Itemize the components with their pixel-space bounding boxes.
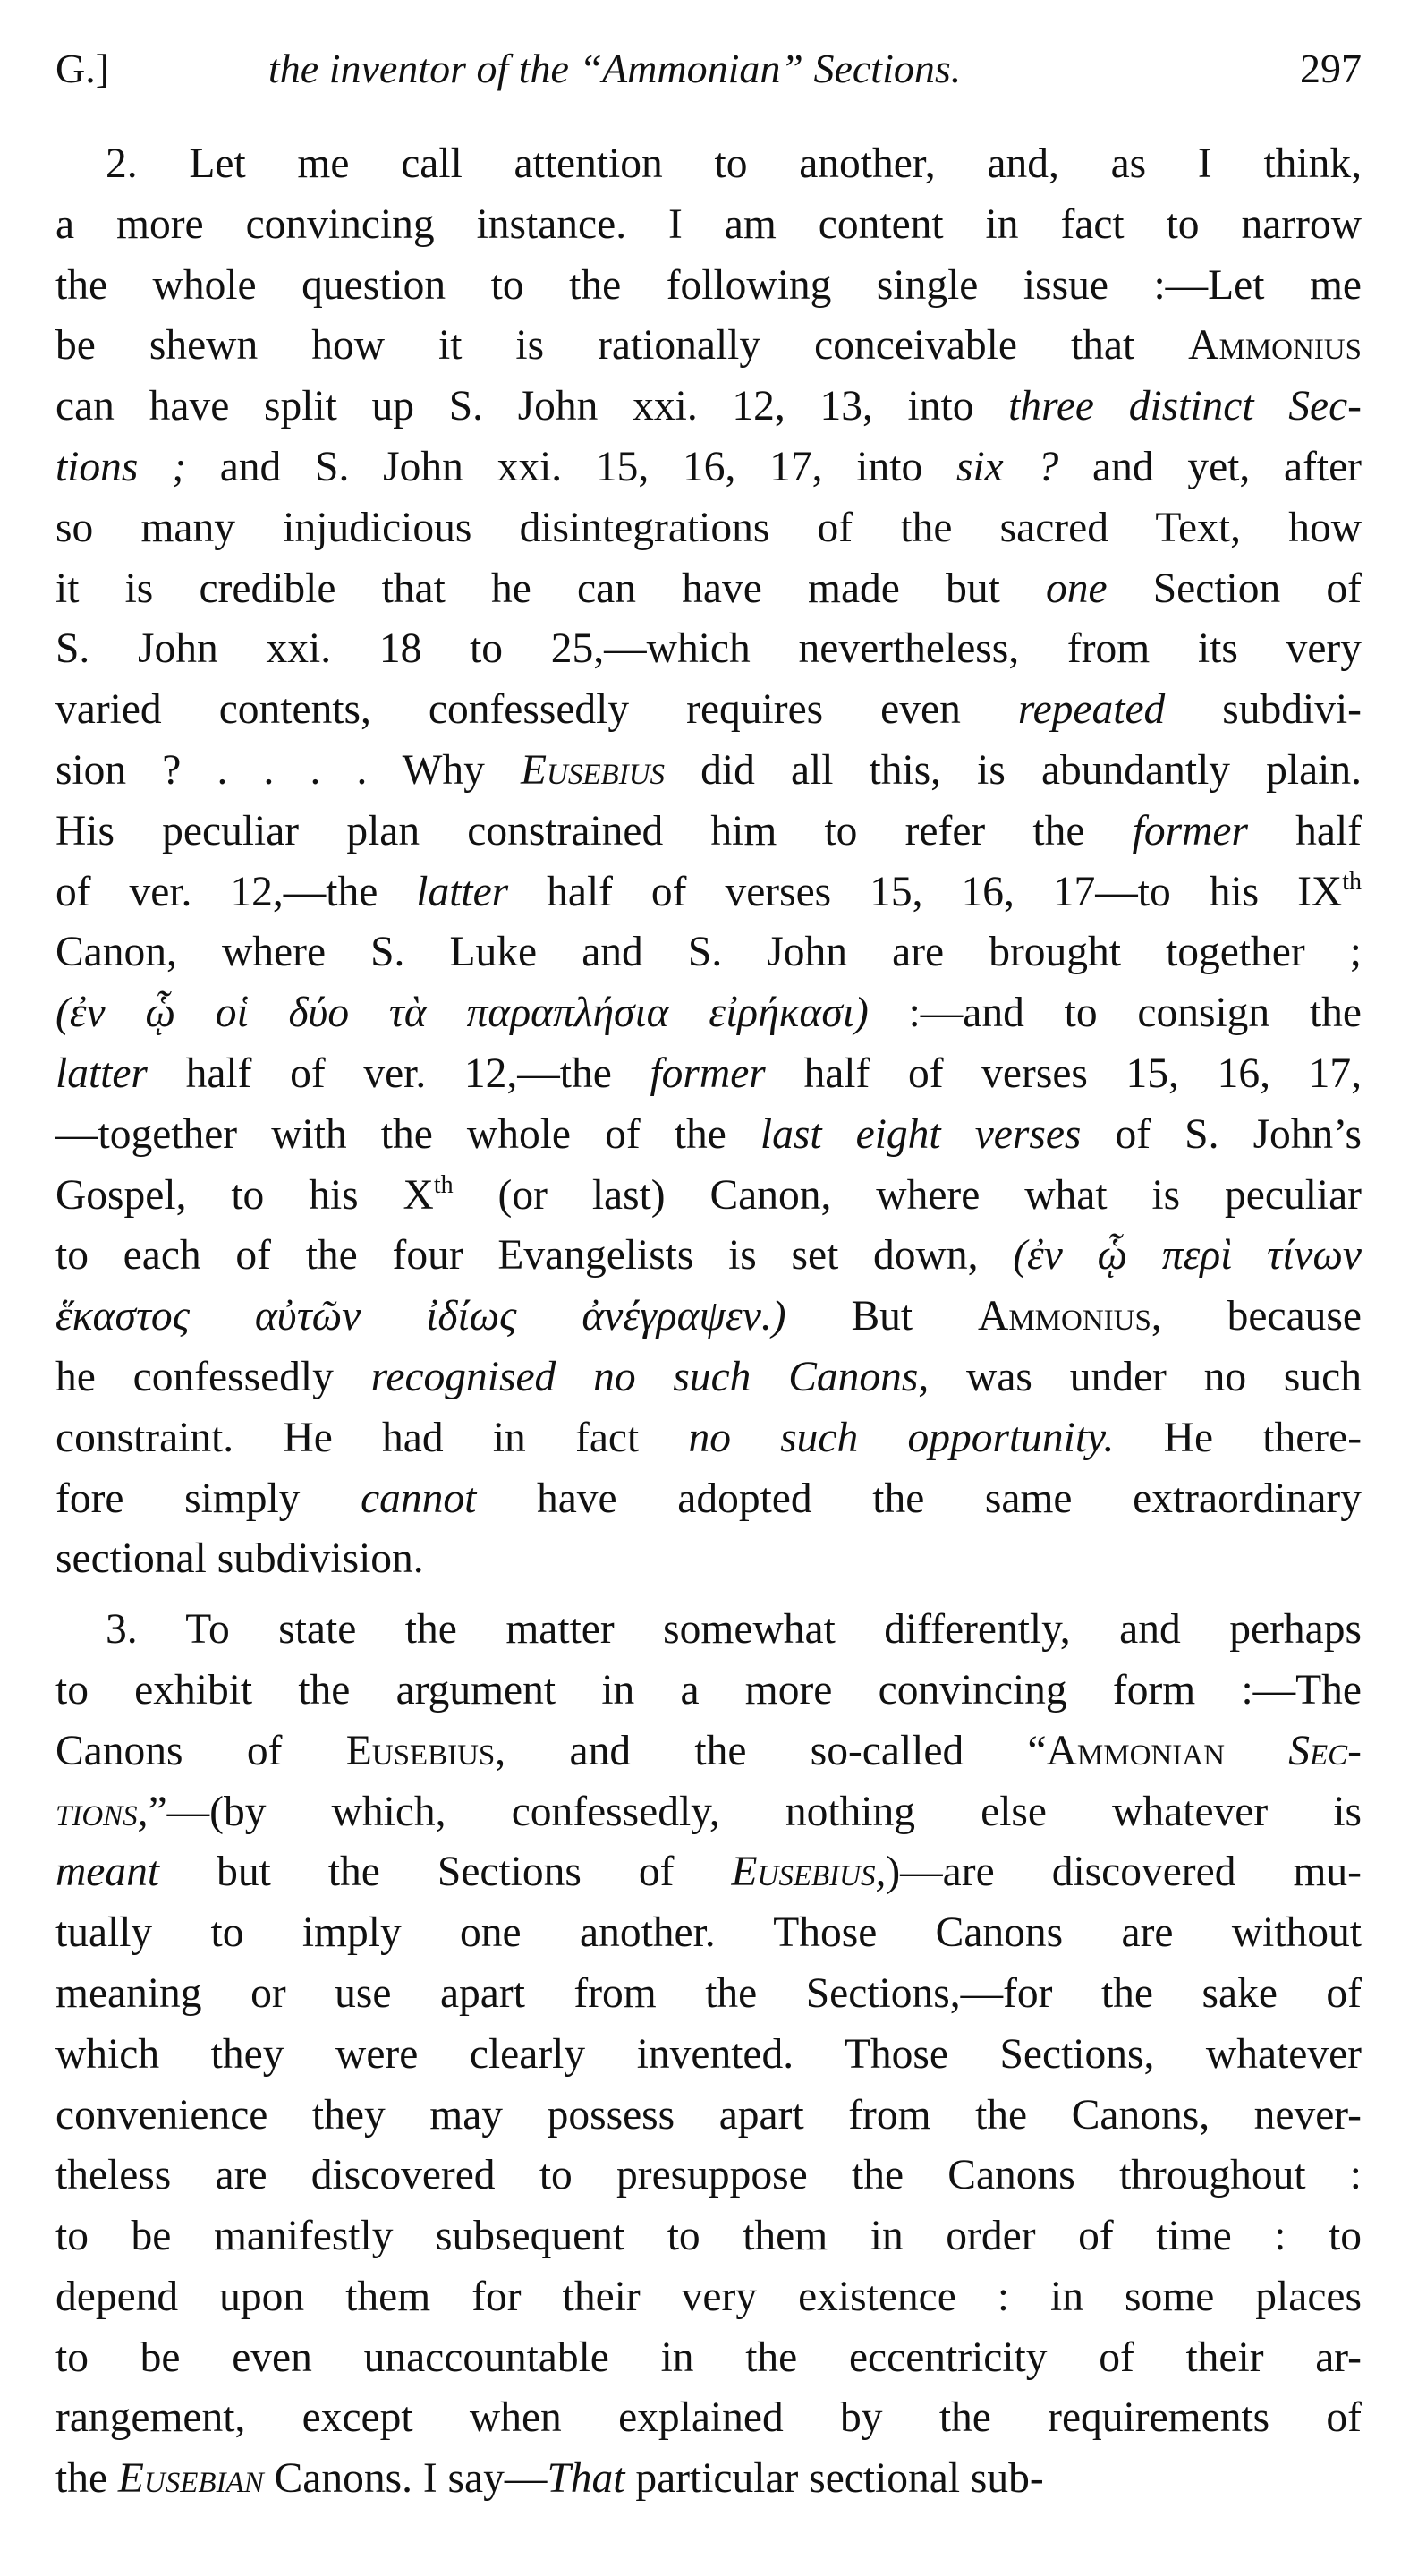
text-run: tions, <box>55 1788 149 1835</box>
text-run: six ? <box>955 443 1059 490</box>
text-run: Ammonian <box>1046 1727 1225 1774</box>
text-run: ”—(by which, confessedly, nothing else whatever is <box>148 1788 1362 1835</box>
text-run: varied contents, confessedly requires even <box>55 686 1018 734</box>
text-run: )—are discovered mu- <box>886 1849 1362 1896</box>
text-line <box>55 1782 1362 1843</box>
paragraph <box>55 134 1362 1590</box>
text-run: Section of <box>1107 565 1362 612</box>
text-line <box>55 2025 1362 2086</box>
text-run: (or last) Canon, where what is peculiar <box>453 1171 1363 1219</box>
text-run: to be even unaccountable in the eccentricity of their ar- <box>55 2334 1362 2381</box>
text-run: meaning or use apart from the Sections,—for the sake of <box>55 1969 1362 2017</box>
text-run <box>1225 1728 1288 1774</box>
text-line <box>55 1044 1362 1105</box>
text-line <box>55 741 1362 802</box>
text-run: His peculiar plan constrained him to refer the <box>55 807 1133 854</box>
text-run: but the Sections of <box>159 1849 732 1896</box>
text-run: Eusebian <box>117 2455 264 2503</box>
text-run: (ἐν ᾧ περὶ τίνων <box>1013 1232 1362 1279</box>
text-run: Canons of <box>55 1727 346 1774</box>
text-line <box>55 2328 1362 2389</box>
text-run: the <box>55 2455 118 2503</box>
text-run: recognised no such Canons, <box>370 1353 930 1400</box>
text-run: sion ? . . . . Why <box>55 746 522 794</box>
text-run: Sec- <box>1288 1727 1362 1774</box>
text-run: half of verses 15, 16, 17—to his IX <box>508 868 1343 915</box>
text-run: last eight verses <box>760 1110 1082 1158</box>
text-run: meant <box>55 1849 160 1896</box>
text-line <box>55 619 1362 680</box>
text-run: But <box>785 1293 979 1340</box>
text-line <box>55 863 1362 923</box>
text-line <box>55 1964 1362 2025</box>
text-line <box>55 1600 1362 1661</box>
text-run: Eusebius <box>521 746 666 794</box>
text-run: rangement, except when explained by the requirements of <box>55 2394 1362 2442</box>
text-line <box>55 2267 1362 2328</box>
text-run: which they were clearly invented. Those Sections, whatever <box>55 2030 1362 2078</box>
text-line <box>55 2146 1362 2206</box>
text-line <box>55 377 1362 438</box>
text-run: th <box>1342 867 1362 896</box>
text-run: have adopted the same extraordinary <box>476 1475 1362 1522</box>
text-run: a more convincing instance. I am content in fact to narrow <box>55 200 1362 248</box>
page-number: 297 <box>1300 46 1362 91</box>
text-line <box>55 438 1362 498</box>
text-run: half <box>1247 807 1362 854</box>
text-run: Canon, where S. Luke and S. John are brought together ; <box>55 929 1362 976</box>
text-line <box>55 2206 1362 2267</box>
text-run: particular sectional sub- <box>624 2455 1044 2503</box>
text-run: S. John xxi. 18 to 25,—which nevertheless, from its very <box>55 625 1362 673</box>
text-line <box>55 1842 1362 1903</box>
text-run: be shewn how it is rationally conceivable that <box>55 322 1189 370</box>
text-run: to exhibit the argument in a more convincing form :—The <box>55 1666 1362 1713</box>
text-run: He there- <box>1114 1414 1363 1461</box>
text-line <box>55 1287 1362 1348</box>
text-run: latter <box>416 868 509 915</box>
text-line <box>55 134 1362 195</box>
text-run: 3. To state the matter somewhat differently, and perhaps <box>106 1606 1362 1654</box>
text-run: depend upon them for their very existence : in some places <box>55 2273 1362 2320</box>
text-run: cannot <box>361 1475 477 1522</box>
text-line <box>55 316 1362 377</box>
running-title: the inventor of the “Ammonian” Sections. <box>268 46 962 91</box>
text-line <box>55 2086 1362 2147</box>
text-run: , and the so-called “ <box>495 1727 1047 1774</box>
text-run: latter <box>55 1050 148 1097</box>
text-run: (ἐν ᾧ οἱ δύο τὰ παραπλήσια εἰρήκασι) <box>55 990 869 1037</box>
body-text <box>55 134 1362 2510</box>
text-run: Gospel, to his X <box>55 1171 434 1219</box>
text-run: so many injudicious disintegrations of the sacred Text, how <box>55 504 1362 551</box>
text-run: former <box>1132 807 1248 854</box>
running-header <box>55 38 1362 100</box>
text-run: to be manifestly subsequent to them in order of time : to <box>55 2213 1362 2260</box>
text-run: convenience they may possess apart from the Canons, never- <box>55 2091 1362 2138</box>
text-line <box>55 1408 1362 1469</box>
text-run: can have split up S. John xxi. 12, 13, into <box>55 383 1009 430</box>
text-run: Ammonius <box>1188 322 1362 370</box>
text-run: to each of the four Evangelists is set down, <box>55 1232 1014 1279</box>
text-line <box>55 1226 1362 1287</box>
text-run: Eusebius, <box>731 1849 887 1896</box>
text-run: th <box>433 1170 454 1199</box>
text-line <box>55 1469 1362 1530</box>
text-run: ἕκαστος αὐτῶν ἰδίως ἀνέγραψεν.) <box>55 1293 786 1340</box>
text-run: three distinct Sec- <box>1008 383 1362 430</box>
text-run: Ammonius <box>978 1293 1151 1340</box>
paragraph-gap <box>55 1590 1362 1600</box>
text-run: —together with the whole of the <box>55 1110 760 1158</box>
text-run: it is credible that he can have made but <box>55 565 1046 612</box>
text-line <box>55 1105 1362 1166</box>
text-run: Canons. I say— <box>263 2455 548 2503</box>
text-line <box>55 256 1362 317</box>
text-run: That <box>547 2455 625 2503</box>
text-run: of ver. 12,—the <box>55 868 417 915</box>
text-run: fore simply <box>55 1475 361 1522</box>
text-run: one <box>1045 565 1108 612</box>
text-line <box>55 1722 1362 1782</box>
text-run: half of verses 15, 16, 17, <box>765 1050 1362 1097</box>
text-line <box>55 922 1362 983</box>
text-line <box>55 1903 1362 1964</box>
text-line <box>55 2388 1362 2449</box>
text-line <box>55 195 1362 256</box>
text-run: half of ver. 12,—the <box>147 1050 650 1097</box>
text-run: subdivi- <box>1165 686 1363 734</box>
text-line <box>55 1166 1362 1227</box>
text-line <box>55 1348 1362 1408</box>
text-run: sectional subdivision. <box>55 1535 424 1583</box>
text-run: and S. John xxi. 15, 16, 17, into <box>185 443 956 490</box>
text-run: , because <box>1151 1293 1362 1340</box>
text-line <box>55 680 1362 741</box>
text-line <box>55 983 1362 1044</box>
text-run: tions ; <box>55 443 186 490</box>
text-run: constraint. He had in fact <box>55 1414 689 1461</box>
text-line <box>55 1661 1362 1722</box>
text-run: he confessedly <box>55 1353 371 1400</box>
text-run: tually to imply one another. Those Canons are without <box>55 1909 1362 1957</box>
text-run: and yet, after <box>1058 443 1363 490</box>
text-run: 2. Let me call attention to another, and, as I think, <box>106 140 1362 187</box>
text-run: did all this, is abundantly plain. <box>665 746 1362 794</box>
text-line <box>55 498 1362 559</box>
text-run: was under no such <box>929 1353 1362 1400</box>
text-line <box>55 2449 1362 2510</box>
text-line <box>55 802 1362 863</box>
text-run: no such opportunity. <box>688 1414 1115 1461</box>
text-run: theless are discovered to presuppose the Canons throughout : <box>55 2152 1362 2199</box>
text-run: Eusebius <box>345 1727 496 1774</box>
text-line <box>55 559 1362 620</box>
text-run: of S. John’s <box>1081 1110 1362 1158</box>
text-run: former <box>650 1050 766 1097</box>
paragraph <box>55 1600 1362 2510</box>
signature-mark: G.] <box>55 46 110 91</box>
text-line <box>55 1529 1362 1590</box>
text-run: repeated <box>1017 686 1166 734</box>
text-run: the whole question to the following single issue :—Let me <box>55 261 1362 309</box>
text-run: :—and to consign the <box>868 990 1362 1037</box>
